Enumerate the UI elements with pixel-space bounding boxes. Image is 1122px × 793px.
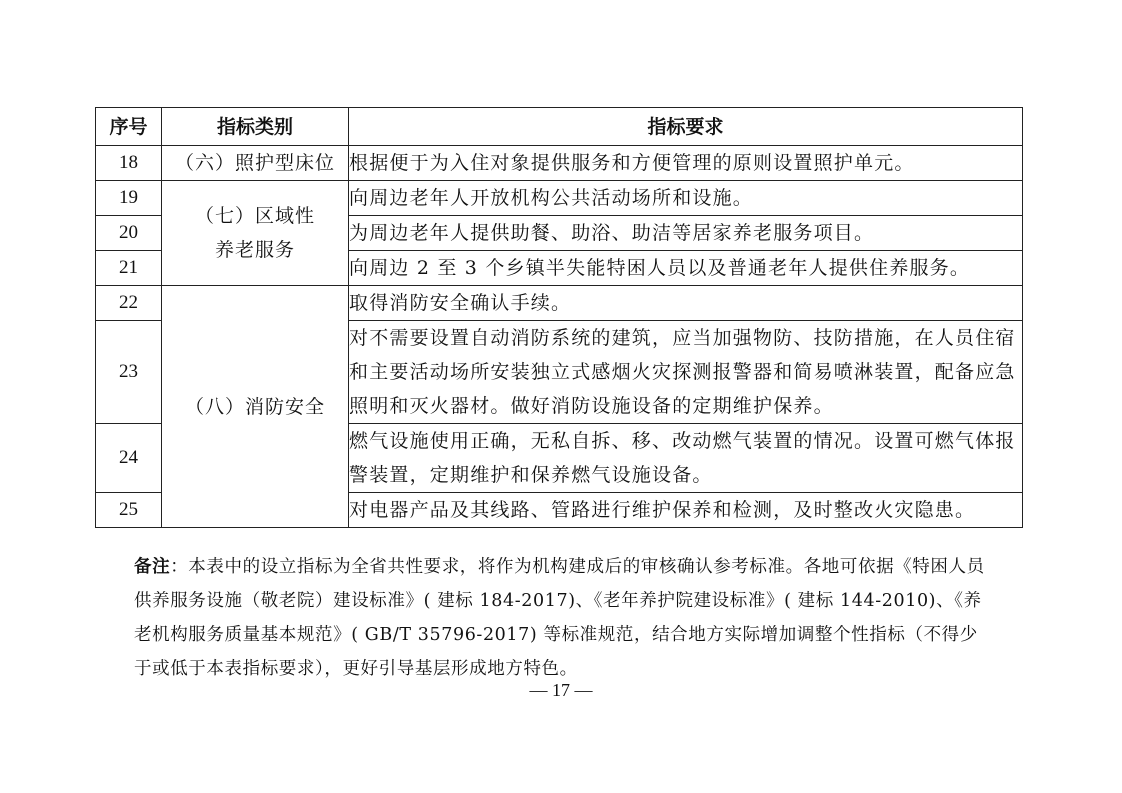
category-fire-safety: （八）消防安全	[162, 286, 349, 528]
row-index: 22	[96, 286, 162, 321]
remark-paragraph	[134, 550, 990, 686]
row-index: 23	[96, 321, 162, 424]
row-index: 25	[96, 493, 162, 528]
row-requirement: 向周边 2 至 3 个乡镇半失能特困人员以及普通老年人提供住养服务。	[349, 251, 1023, 286]
table-row	[96, 181, 1023, 216]
table-row	[96, 286, 1023, 321]
row-category: （六）照护型床位	[162, 146, 349, 181]
row-requirement: 对不需要设置自动消防系统的建筑，应当加强物防、技防措施，在人员住宿和主要活动场所安装独立式感烟火灾探测报警器和简易喷淋装置，配备应急照明和灭火器材。做好消防设施设备的定期维护保养。	[349, 321, 1023, 424]
row-index: 24	[96, 424, 162, 493]
row-index: 21	[96, 251, 162, 286]
category-regional-service	[162, 181, 349, 286]
header-category: 指标类别	[162, 108, 349, 146]
row-requirement: 对电器产品及其线路、管路进行维护保养和检测，及时整改火灾隐患。	[349, 493, 1023, 528]
requirements-table	[95, 107, 1023, 528]
header-requirement: 指标要求	[349, 108, 1023, 146]
row-requirement: 燃气设施使用正确，无私自拆、移、改动燃气装置的情况。设置可燃气体报警装置，定期维护和保养燃气设施设备。	[349, 424, 1023, 493]
row-requirement: 根据便于为入住对象提供服务和方便管理的原则设置照护单元。	[349, 146, 1023, 181]
row-requirement: 向周边老年人开放机构公共活动场所和设施。	[349, 181, 1023, 216]
category-line: 养老服务	[214, 239, 295, 261]
page-number: — 17 —	[529, 680, 593, 700]
remark-label: 备注	[134, 557, 171, 577]
table-row	[96, 146, 1023, 181]
row-index: 19	[96, 181, 162, 216]
row-index: 18	[96, 146, 162, 181]
row-index: 20	[96, 216, 162, 251]
row-requirement: 取得消防安全确认手续。	[349, 286, 1023, 321]
category-line: （七）区域性	[194, 205, 315, 227]
remark-text: ：本表中的设立指标为全省共性要求，将作为机构建成后的审核确认参考标准。各地可依据《特困人员供养服务设施（敬老院）建设标准》( 建标 184-2017)、《老年养护院建设标准》( 建标 144-2010)、《养老机构服务质量基本规范》( GB/T 35796-2017) 等标准规范，结合地方实际增加调整个性指标（不得少于或低于本表指标要求），更好引导基层形成地方特色。	[134, 557, 985, 679]
table-header-row	[96, 108, 1023, 146]
row-requirement: 为周边老年人提供助餐、助浴、助洁等居家养老服务项目。	[349, 216, 1023, 251]
header-index: 序号	[96, 108, 162, 146]
